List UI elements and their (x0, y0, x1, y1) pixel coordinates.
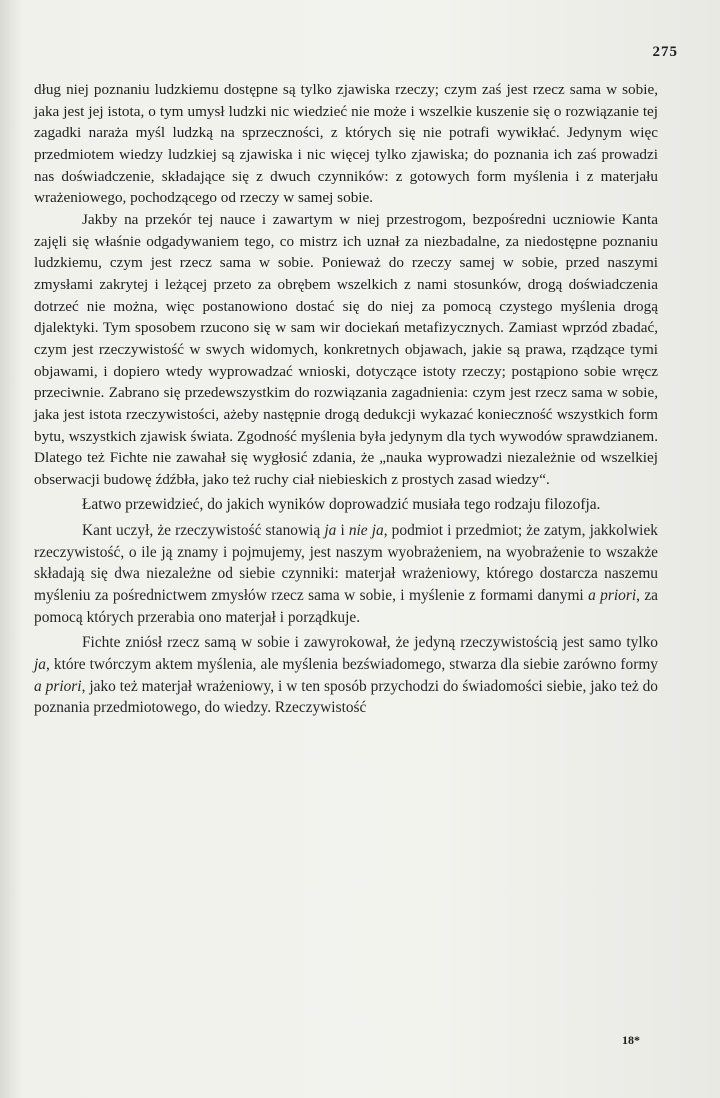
paragraph-4-italic-nie-ja: nie ja (348, 522, 384, 540)
paragraph-3: Łatwo przewidzieć, do jakich wyników doprowadzić musiała tego rodzaju filozofja. (82, 496, 601, 514)
paragraph-4 (34, 520, 658, 628)
paragraph-5 (34, 632, 658, 719)
page-number: 275 (652, 44, 678, 60)
paragraph-5-italic-a-priori: a priori (34, 677, 82, 695)
paragraph-5-italic-ja: ja (34, 656, 46, 674)
paragraph-1: dług niej poznaniu ludzkiemu dostępne są tylko zjawiska rzeczy; czym zaś jest rzecz sama w sobie, jaka jest jej istota, o tym umysł ludzki nic wiedzieć nie może i wszelkie kuszenie się o rozwiązanie tej zagadki naraża myśl ludzką na sprzeczności, z których się nie potrafi wywikłać. Jedynym więc przedmiotem wiedzy ludzkiej są zjawiska i nic więcej tylko zjawiska; do poznania ich zaś prowadzi nas doświadczenie, składające się z dwuch czynników: z gotowych form myślenia i z materjału wrażeniowego, pochodzącego od rzeczy w samej sobie. (34, 81, 658, 207)
paragraph-4-italic-ja: ja (324, 522, 337, 540)
paragraph-5-text-3: , jako też materjał wrażeniowy, i w ten sposób przychodzi do świadomości siebie, jako też do poznania przedmiotowego, do wiedzy. Rzeczywistość (34, 677, 658, 717)
paragraph-2: Jakby na przekór tej nauce i zawartym w niej przestrogom, bezpośredni uczniowie Kanta zajęli się właśnie odgadywaniem tego, co mistrz ich uznał za niezbadalne, za niedostępne poznaniu ludzkiemu, czym jest rzecz sama w sobie. Ponieważ do rzeczy samej w sobie, przed naszymi zmysłami zakrytej i leżącej przeto za obrębem wszelkich z nami stosunków, drogą doświadczenia dotrzeć nie można, więc postanowiono dostać się do niej za pomocą czystego myślenia drogą djalektyki. Tym sposobem rzucono się w sam wir dociekań metafizycznych. Zamiast wprzód zbadać, czym jest rzeczywistość w swych widomych, konkretnych objawach, jakie są prawa, rządzące tymi objawami, i dopiero wtedy wyprowadzać wnioski, dotyczące istoty rzeczy; postąpiono sobie wręcz przeciwnie. Zabrano się przedewszystkim do rozwiązania zagadnienia: czym jest rzecz sama w sobie, jaka jest istota rzeczywistości, ażeby następnie drogą dedukcji wykazać konieczność wszystkich form bytu, wszystkich zjawisk świata. Zgodność myślenia była jedynym dla tych wywodów sprawdzianem. Dlatego też Fichte nie zawahał się wygłosić zdania, że „nauka wyprowadzi niezależnie od wszelkiej obserwacji budowę źdźbła, jako też ruchy ciał niebieskich z prostych zasad wiedzy“. (34, 210, 658, 488)
paragraph-5-text-2: , które twórczym aktem myślenia, ale myślenia bezświadomego, stwarza dla siebie zarówno formy (45, 656, 658, 674)
paragraph-4-text-1: Kant uczył, że rzeczywistość stanowią (82, 522, 325, 540)
printer-signature: 18* (622, 1033, 640, 1047)
body-text (34, 79, 658, 719)
paragraph-4-text-4: , za pomocą których przerabia ono materjał i porządkuje. (34, 587, 659, 626)
paragraph-4-italic-a-priori: a priori (588, 587, 637, 605)
paragraph-4-text-3: , podmiot i przedmiot; że zatym, jakkolwiek rzeczywistość, o ile ją znamy i pojmujemy, jest naszym wyobrażeniem, na wyobrażenie to wszakże składają się dwa niezależne od siebie czynniki: materjał wrażeniowy, którego dostarcza naszemu myśleniu za pośrednictwem zmysłów rzecz sama w sobie, i myślenie z formami danymi (34, 522, 658, 605)
paragraph-4-text-2: i (336, 522, 349, 540)
paragraph-5-text-1: Fichte zniósł rzecz samą w sobie i zawyrokował, że jedyną rzeczywistością jest samo tylko (82, 634, 658, 652)
